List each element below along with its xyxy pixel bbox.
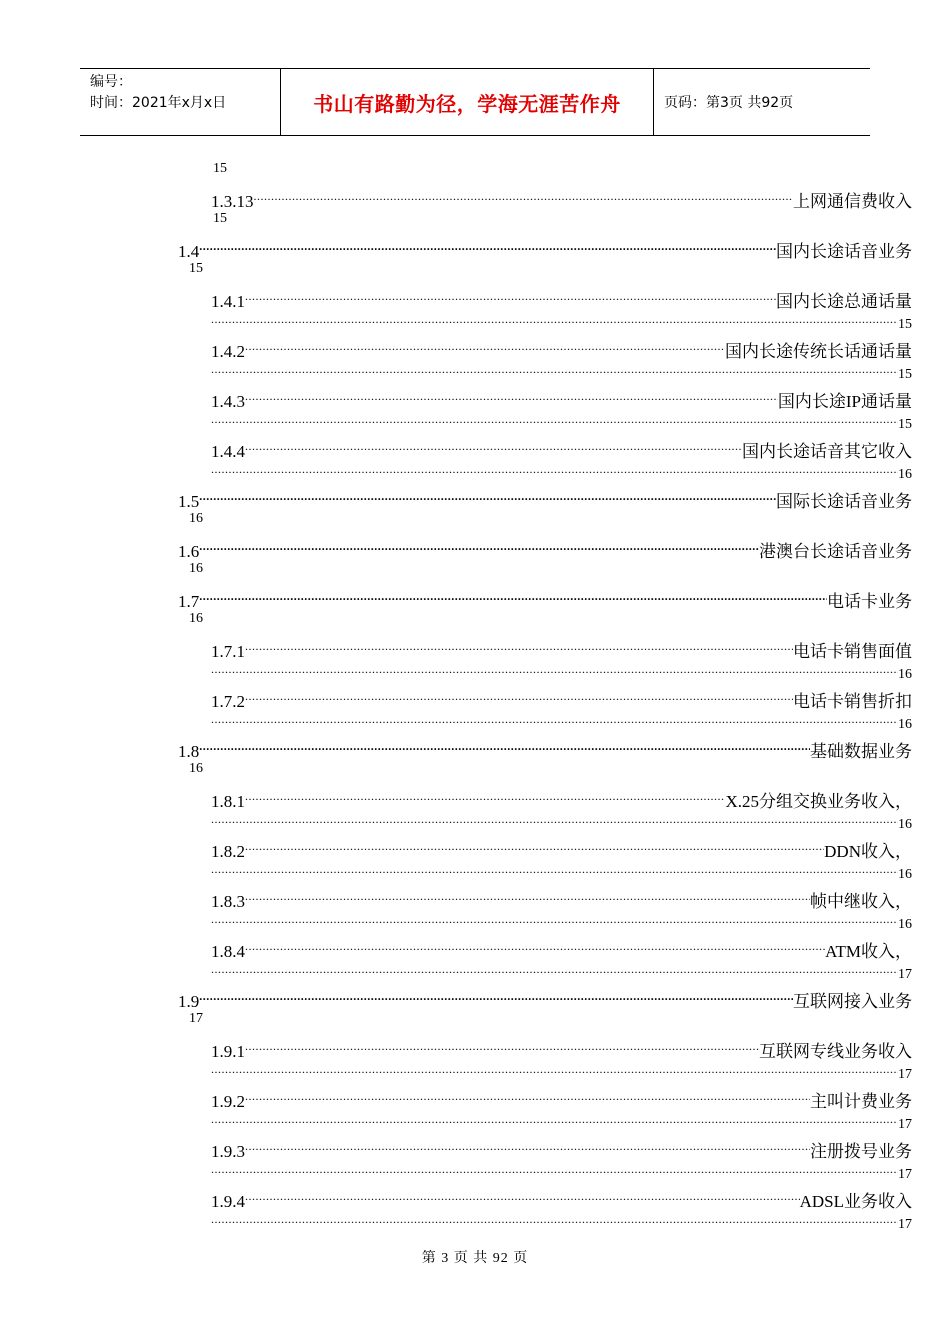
toc-entry-number: 1.6 — [178, 542, 200, 561]
toc-dot-leader — [245, 1085, 810, 1107]
toc-entry-title: 互联网接入业务 — [793, 992, 912, 1011]
toc-dot-leader — [245, 335, 725, 357]
toc-entry[interactable] — [211, 435, 912, 461]
toc-page-line — [211, 860, 912, 882]
toc-dot-leader — [245, 935, 825, 957]
toc-dot-leader — [245, 435, 742, 457]
toc-entry-title: 电话卡销售面值 — [793, 642, 912, 661]
toc-entry[interactable] — [178, 535, 912, 561]
toc-entry-number: 1.8.4 — [211, 942, 245, 961]
toc-entry-number: 1.8 — [178, 742, 200, 761]
toc-entry-title: 国内长途IP通话量 — [777, 392, 912, 411]
toc-page-number: 17 — [898, 1117, 912, 1132]
toc-entry[interactable] — [178, 985, 912, 1011]
toc-entry-title: 国内长途话音业务 — [776, 242, 912, 261]
toc-page-number: 16 — [189, 611, 203, 626]
toc-dot-leader — [199, 485, 776, 507]
toc-dot-leader — [211, 960, 898, 978]
toc-page-line — [211, 460, 912, 482]
toc-entry-number: 1.8.1 — [211, 792, 245, 811]
toc-page-number: 15 — [213, 161, 227, 176]
toc-dot-leader — [245, 635, 793, 657]
toc-page-line — [211, 410, 912, 432]
toc-page-line — [211, 360, 912, 382]
toc-dot-leader — [211, 410, 898, 428]
toc-entry-title: 国内长途总通话量 — [776, 292, 912, 311]
toc-entry-number: 1.4.2 — [211, 342, 245, 361]
toc-dot-leader — [211, 1110, 898, 1128]
toc-page-line — [211, 310, 912, 332]
toc-entry-title: 港澳台长途话音业务 — [759, 542, 912, 561]
toc-entry[interactable] — [211, 1135, 912, 1161]
toc-entry-number: 1.9.3 — [211, 1142, 245, 1161]
toc-entry[interactable] — [211, 785, 912, 811]
toc-entry-title: 电话卡业务 — [827, 592, 912, 611]
toc-page-number: 16 — [898, 717, 912, 732]
toc-page-number: 16 — [189, 561, 203, 576]
toc-page-number: 16 — [189, 761, 203, 776]
toc-entry-number: 1.9.1 — [211, 1042, 245, 1061]
toc-page-number: 16 — [898, 867, 912, 882]
toc-entry[interactable] — [211, 885, 912, 911]
toc-dot-leader — [245, 1135, 810, 1157]
toc-entry-number: 1.4.3 — [211, 392, 245, 411]
document-number-label: 编号： — [90, 74, 132, 90]
toc-entry[interactable] — [211, 1035, 912, 1061]
toc-dot-leader — [211, 1160, 898, 1178]
toc-page-line — [211, 660, 912, 682]
toc-entry[interactable] — [211, 335, 912, 361]
toc-entry-title: 国际长途话音业务 — [776, 492, 912, 511]
toc-dot-leader — [245, 785, 725, 807]
toc-page-line — [211, 1110, 912, 1132]
toc-entry-number: 1.9.2 — [211, 1092, 245, 1111]
toc-page-number: 17 — [898, 1067, 912, 1082]
toc-entry[interactable] — [211, 285, 912, 311]
toc-entry[interactable] — [211, 635, 912, 661]
toc-entry[interactable] — [211, 1185, 912, 1211]
toc-entry-title: ATM收入， — [825, 942, 912, 961]
toc-page-number: 16 — [898, 667, 912, 682]
toc-entry[interactable] — [178, 735, 912, 761]
toc-page-number: 16 — [189, 511, 203, 526]
toc-dot-leader — [245, 1185, 800, 1207]
toc-page-number: 17 — [189, 1011, 203, 1026]
toc-page-number: 16 — [898, 817, 912, 832]
header-motto: 书山有路勤为径，学海无涯苦作舟 — [281, 69, 654, 135]
toc-entry-number: 1.8.2 — [211, 842, 245, 861]
toc-dot-leader — [245, 885, 810, 907]
toc-entry-title: 上网通信费收入 — [793, 192, 912, 211]
toc-dot-leader — [211, 810, 898, 828]
toc-page-line — [211, 1160, 912, 1182]
toc-entry-title: DDN收入， — [824, 842, 912, 861]
toc-entry[interactable] — [211, 185, 912, 211]
toc-page-line — [211, 810, 912, 832]
toc-entry-title: 电话卡销售折扣 — [793, 692, 912, 711]
toc-dot-leader — [245, 1035, 759, 1057]
document-time-label: 时间：2021年x月x日 — [90, 95, 227, 111]
toc-page-line — [211, 910, 912, 932]
toc-entry-number: 1.7.2 — [211, 692, 245, 711]
toc-entry-title: X.25分组交换业务收入， — [725, 792, 912, 811]
toc-entry[interactable] — [211, 385, 912, 411]
toc-dot-leader — [211, 310, 898, 328]
toc-page-number: 16 — [898, 917, 912, 932]
toc-entry-title: 主叫计费业务 — [810, 1092, 912, 1111]
toc-entry[interactable] — [211, 685, 912, 711]
toc-dot-leader — [199, 985, 793, 1007]
toc-entry-title: 基础数据业务 — [810, 742, 912, 761]
toc-entry[interactable] — [178, 485, 912, 511]
toc-entry-title: 国内长途话音其它收入 — [742, 442, 912, 461]
toc-page-line — [211, 960, 912, 982]
toc-dot-leader — [211, 360, 898, 378]
toc-entry-title: 帧中继收入， — [810, 892, 912, 911]
toc-dot-leader — [245, 685, 793, 707]
toc-entry-title: 注册拨号业务 — [810, 1142, 912, 1161]
toc-entry[interactable] — [178, 235, 912, 261]
toc-dot-leader — [245, 835, 824, 857]
toc-dot-leader — [199, 585, 827, 607]
toc-page-number: 15 — [898, 367, 912, 382]
toc-dot-leader — [211, 710, 898, 728]
toc-entry-number: 1.7 — [178, 592, 200, 611]
toc-dot-leader — [199, 735, 810, 757]
toc-entry-number: 1.9.4 — [211, 1192, 245, 1211]
toc-entry-number: 1.4.4 — [211, 442, 245, 461]
toc-dot-leader — [199, 235, 776, 257]
page-footer: 第 3 页 共 92 页 — [421, 1251, 529, 1266]
toc-dot-leader — [245, 285, 776, 307]
toc-page-number: 15 — [898, 417, 912, 432]
toc-page-line — [211, 710, 912, 732]
toc-entry-number: 1.5 — [178, 492, 200, 511]
toc-page-line — [211, 1210, 912, 1232]
toc-dot-leader — [211, 910, 898, 928]
toc-dot-leader — [211, 660, 898, 678]
toc-entry-number: 1.4 — [178, 242, 200, 261]
toc-entry-number: 1.7.1 — [211, 642, 245, 661]
toc-entry-number: 1.3.13 — [211, 192, 254, 211]
toc-dot-leader — [211, 1210, 898, 1228]
toc-page-number: 15 — [189, 261, 203, 276]
toc-page-number: 16 — [898, 467, 912, 482]
toc-page-number: 17 — [898, 1217, 912, 1232]
toc-page-number: 15 — [213, 211, 227, 226]
toc-entry[interactable] — [211, 835, 912, 861]
toc-dot-leader — [199, 535, 759, 557]
header-page-label: 页码：第3页 共92页 — [664, 95, 794, 111]
toc-entry-title: ADSL业务收入 — [799, 1192, 912, 1211]
toc-dot-leader — [211, 1060, 898, 1078]
toc-entry-number: 1.8.3 — [211, 892, 245, 911]
toc-entry-number: 1.4.1 — [211, 292, 245, 311]
toc-dot-leader — [211, 860, 898, 878]
toc-page-number: 17 — [898, 1167, 912, 1182]
toc-dot-leader — [245, 385, 778, 407]
toc-dot-leader — [254, 185, 794, 207]
toc-page-line — [211, 1060, 912, 1082]
toc-entry[interactable] — [211, 1085, 912, 1111]
toc-page-number: 17 — [898, 967, 912, 982]
toc-entry[interactable] — [178, 585, 912, 611]
toc-entry-number: 1.9 — [178, 992, 200, 1011]
toc-entry-title: 互联网专线业务收入 — [759, 1042, 912, 1061]
toc-entry[interactable] — [211, 935, 912, 961]
toc-page-number: 15 — [898, 317, 912, 332]
toc-entry-title: 国内长途传统长话通话量 — [725, 342, 912, 361]
toc-dot-leader — [211, 460, 898, 478]
